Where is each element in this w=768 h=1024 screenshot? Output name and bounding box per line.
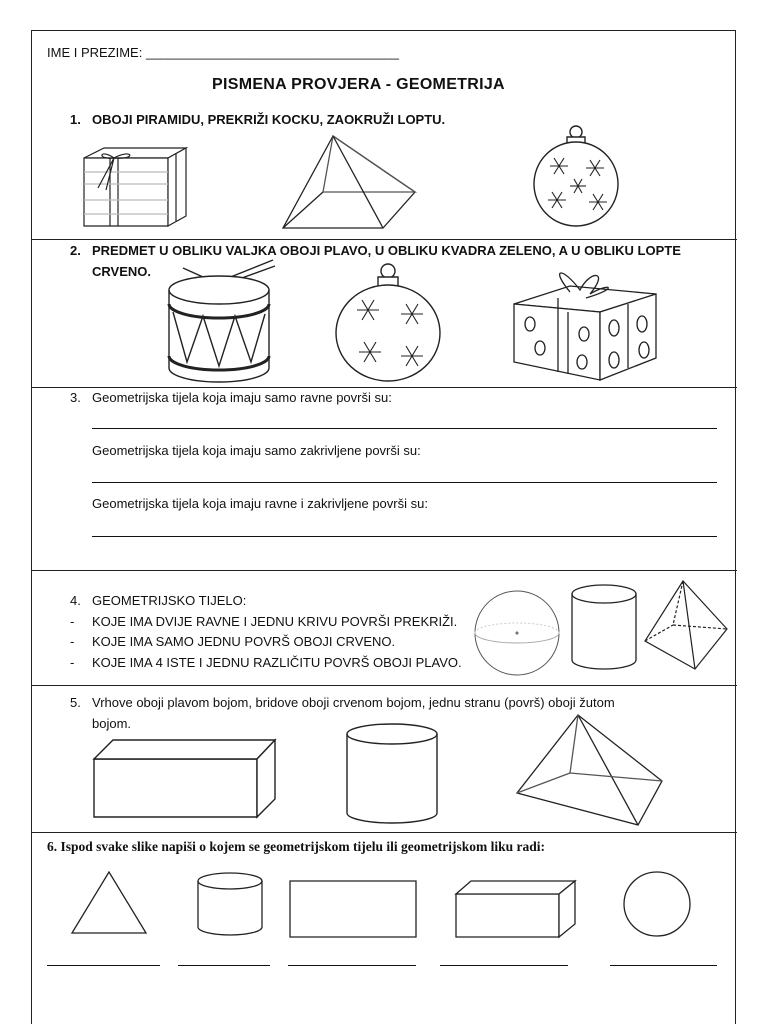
answer-line[interactable] xyxy=(92,428,717,429)
cylinder-image xyxy=(571,584,639,670)
task5-number: 5. xyxy=(70,695,81,710)
task4-bullet-3: KOJE IMA 4 ISTE I JEDNU RAZLIČITU POVRŠ OBOJI PLAVO. xyxy=(92,655,462,670)
section-divider xyxy=(32,832,737,833)
task4-number: 4. xyxy=(70,593,81,608)
page-title: PISMENA PROVJERA - GEOMETRIJA xyxy=(212,76,505,93)
cylinder-image xyxy=(346,723,438,825)
pyramid-image xyxy=(283,134,423,230)
sphere-image xyxy=(474,590,560,676)
task4-heading: GEOMETRIJSKO TIJELO: xyxy=(92,593,247,608)
bullet-mark: - xyxy=(70,634,75,649)
answer-line[interactable] xyxy=(92,482,717,483)
cylinder-image xyxy=(196,872,266,936)
task1-number: 1. xyxy=(70,112,81,127)
answer-line[interactable] xyxy=(440,965,568,966)
gift-box-image xyxy=(80,144,190,228)
cuboid-image xyxy=(93,739,277,819)
task2-instruction-line1: PREDMET U OBLIKU VALJKA OBOJI PLAVO, U OBLIKU KVADRA ZELENO, A U OBLIKU LOPTE xyxy=(92,243,681,258)
answer-line[interactable] xyxy=(288,965,416,966)
triangle-image xyxy=(70,870,148,936)
task2-instruction-line2: CRVENO. xyxy=(92,264,151,279)
task4-bullet-2: KOJE IMA SAMO JEDNU POVRŠ OBOJI CRVENO. xyxy=(92,634,396,649)
section-divider xyxy=(32,239,737,240)
cuboid-image xyxy=(455,880,577,938)
task1-instruction: OBOJI PIRAMIDU, PREKRIŽI KOCKU, ZAOKRUŽI LOPTU. xyxy=(92,112,446,127)
task6-instruction: 6. Ispod svake slike napiši o kojem se geometrijskom tijelu ili geometrijskom liku radi: xyxy=(47,839,545,854)
task5-instruction-line1: Vrhove oboji plavom bojom, bridove oboji crvenom bojom, jednu stranu (površ) oboji žutom xyxy=(92,695,615,710)
drum-image xyxy=(163,256,283,384)
rectangle-image xyxy=(289,880,417,938)
circle-image xyxy=(622,870,692,938)
task3-question-3: Geometrijska tijela koja imaju ravne i zakrivljene površi su: xyxy=(92,496,428,511)
task3-question-1: Geometrijska tijela koja imaju samo ravne površi su: xyxy=(92,390,392,405)
section-divider xyxy=(32,685,737,686)
section-divider xyxy=(32,570,737,571)
section-divider xyxy=(32,387,737,388)
answer-line[interactable] xyxy=(47,965,160,966)
christmas-ornament-image xyxy=(531,124,621,224)
pyramid-image xyxy=(643,579,733,671)
wrapped-gift-image xyxy=(510,268,660,384)
task3-number: 3. xyxy=(70,390,81,405)
name-field-label[interactable]: IME I PREZIME: ___________________________________ xyxy=(47,45,400,60)
task4-bullet-1: KOJE IMA DVIJE RAVNE I JEDNU KRIVU POVRŠI PREKRIŽI. xyxy=(92,614,458,629)
bullet-mark: - xyxy=(70,655,75,670)
task3-question-2: Geometrijska tijela koja imaju samo zakrivljene površi su: xyxy=(92,443,421,458)
answer-line[interactable] xyxy=(92,536,717,537)
bullet-mark: - xyxy=(70,614,75,629)
task5-instruction-line2: bojom. xyxy=(92,716,132,731)
task2-number: 2. xyxy=(70,243,81,258)
pyramid-image xyxy=(516,713,666,829)
answer-line[interactable] xyxy=(610,965,717,966)
christmas-ornament-image xyxy=(334,262,442,382)
answer-line[interactable] xyxy=(178,965,270,966)
